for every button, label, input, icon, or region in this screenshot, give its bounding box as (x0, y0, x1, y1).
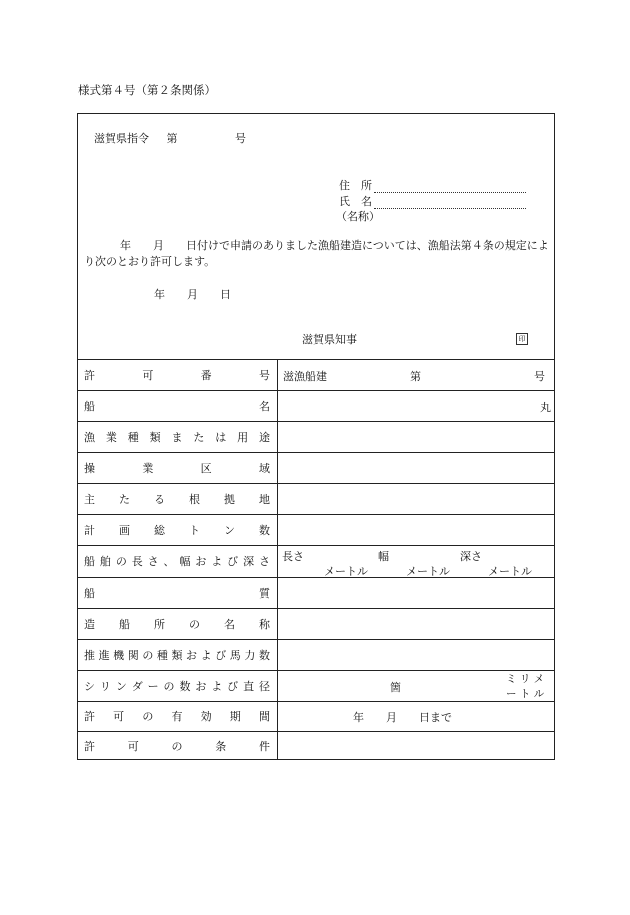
row-label-char: 種 (127, 430, 139, 444)
row-label-char: 間 (258, 710, 270, 723)
row-label-char: 画 (119, 523, 130, 537)
row-label-char: 直 (243, 679, 255, 693)
row-label-char: 力 (244, 648, 256, 662)
row-label-char: よ (200, 648, 212, 662)
row-label-char: 総 (154, 523, 165, 537)
order-go: 号 (235, 132, 246, 145)
row-label-char: 名 (259, 399, 270, 413)
permit-prefix: 滋漁船建 (283, 370, 327, 383)
row-label (84, 701, 270, 731)
row-label-char: 可 (127, 739, 139, 753)
row-label-char: 称 (259, 617, 270, 631)
row-label-char: 数 (259, 523, 270, 537)
row-label-char: 域 (258, 461, 270, 475)
row-label-char: の (163, 679, 175, 693)
row-label (84, 514, 270, 545)
row-label (84, 545, 270, 577)
address-line[interactable] (339, 177, 526, 193)
row-label-char: 用 (237, 430, 249, 444)
seal-icon: 印 (516, 333, 528, 345)
row-label-char: 途 (259, 430, 270, 444)
row-label-char: お (195, 555, 207, 568)
row-label-char: 番 (200, 368, 212, 382)
row-label-char: 造 (84, 617, 95, 631)
row-label (84, 731, 270, 760)
row-label-char: 類 (149, 430, 161, 444)
row-label-char: よ (211, 555, 223, 568)
form-title: 様式第４号（第２条関係） (78, 83, 216, 97)
row-label-char: 可 (142, 368, 154, 382)
row-label-char: 許 (84, 368, 95, 382)
row-label-char: ま (171, 430, 183, 444)
row-label-char: 区 (200, 461, 212, 475)
row-label-char: た (119, 492, 130, 506)
permit-form-frame (77, 113, 555, 760)
row-label-char: 船 (84, 555, 95, 568)
order-number-line (94, 130, 246, 146)
row-label-char: 計 (84, 523, 95, 537)
order-prefix: 滋賀県指令 (94, 132, 149, 145)
row-label-char: る (154, 492, 165, 506)
mm-unit-line2: ー ト ル (506, 688, 545, 700)
row-label-char: ン (224, 523, 235, 537)
row-label (84, 390, 270, 421)
row-label-char: の (189, 617, 200, 631)
length-label: 長さ (282, 550, 304, 563)
row-label-char: ー (147, 679, 159, 693)
name-alt-label: （名称） (336, 210, 380, 223)
row-label (84, 670, 270, 701)
name-dotted-field[interactable] (374, 198, 526, 209)
row-label-char: 件 (259, 739, 270, 753)
row-label-char: び (227, 555, 239, 568)
row-label-char: 期 (229, 710, 241, 723)
issue-date: 年 月 日 (154, 288, 231, 301)
row-label-char: 主 (84, 492, 95, 506)
row-label-char: の (142, 648, 154, 662)
row-label-char: 、 (163, 555, 175, 568)
row-label-char: ダ (131, 679, 143, 693)
seal-mark (516, 331, 528, 345)
row-label-char: リ (99, 679, 111, 693)
row-label (84, 483, 270, 514)
row-label-char: さ (258, 555, 270, 568)
row-label-char: 根 (189, 492, 200, 506)
row-label-char: 業 (105, 430, 117, 444)
row-label-char: 関 (127, 648, 139, 662)
mm-unit-line1: ミ リ メ (506, 673, 545, 685)
row-label-char: 拠 (224, 492, 235, 506)
row-label-char: ト (189, 523, 200, 537)
row-label-char: 許 (84, 710, 95, 723)
order-dai: 第 (166, 132, 178, 145)
row-label (84, 359, 270, 390)
row-label-char: 深 (243, 555, 255, 568)
row-label-char: 幅 (179, 555, 191, 568)
row-label-char: 漁 (84, 430, 95, 444)
row-label-char: 機 (113, 648, 125, 662)
row-label-char: 数 (179, 679, 191, 693)
name-line[interactable] (339, 193, 526, 209)
row-label (84, 452, 270, 483)
width-label: 幅 (378, 550, 389, 563)
row-label-char: お (195, 679, 207, 693)
row-label-char: の (171, 739, 183, 753)
depth-label: 深さ (460, 550, 482, 563)
row-label-char: 推 (84, 648, 95, 662)
address-label: 住 所 (339, 179, 372, 192)
row-label-char: 長 (131, 555, 143, 568)
row-label-char: 舶 (99, 555, 111, 568)
row-label-char: の (115, 555, 127, 568)
row-label-char: の (142, 710, 154, 723)
cylinder-count-unit: 箇 (390, 681, 401, 694)
row-label-char: 数 (258, 648, 270, 662)
row-label-char: 船 (84, 399, 95, 413)
row-label-char: 号 (258, 368, 270, 382)
permit-paragraph: 年 月 日付けで申請のありました漁船建造については、漁船法第４条の規定により次のとおり許可します。 (84, 239, 549, 268)
row-label (84, 577, 270, 608)
row-label-char: 効 (200, 710, 212, 723)
row-label (84, 639, 270, 670)
row-label-char: 業 (142, 461, 154, 475)
row-label-char: 有 (171, 710, 183, 723)
validity-until: 年 月 日まで (353, 711, 452, 724)
row-label-char: 馬 (229, 648, 241, 662)
row-label-char: 所 (154, 617, 165, 631)
row-label-char: 条 (215, 739, 227, 753)
row-label-char: 可 (113, 710, 125, 723)
row-label-char: よ (211, 679, 223, 693)
row-label (84, 608, 270, 639)
row-label-char: 進 (98, 648, 110, 662)
row-label-char: シ (84, 679, 95, 693)
ship-name-suffix: 丸 (540, 401, 551, 414)
depth-unit: メートル (488, 565, 532, 578)
row-label-char: 船 (84, 586, 95, 600)
row-label-char: び (227, 679, 239, 693)
column-divider (277, 359, 278, 759)
row-label-char: 船 (119, 617, 130, 631)
row-label-char: さ (147, 555, 159, 568)
row-label (84, 421, 270, 452)
row-label-char: 径 (258, 679, 270, 693)
name-label: 氏 名 (339, 195, 372, 208)
row-label-char: は (215, 430, 227, 444)
row-label-char: た (193, 430, 205, 444)
governor-title: 滋賀県知事 (302, 333, 357, 346)
row-label-char: び (215, 648, 227, 662)
row-label-char: 操 (84, 461, 95, 475)
row-label-char: お (186, 648, 198, 662)
row-label-char: 質 (259, 586, 270, 600)
width-unit: メートル (406, 565, 450, 578)
address-dotted-field[interactable] (374, 182, 526, 193)
row-label-char: 類 (171, 648, 183, 662)
row-label-char: 地 (259, 492, 270, 506)
permit-dai: 第 (410, 370, 421, 383)
row-label-char: ン (115, 679, 127, 693)
row-label-char: 許 (84, 739, 95, 753)
length-unit: メートル (324, 565, 368, 578)
permit-go: 号 (534, 370, 545, 383)
row-label-char: 種 (156, 648, 168, 662)
row-label-char: 名 (224, 617, 235, 631)
